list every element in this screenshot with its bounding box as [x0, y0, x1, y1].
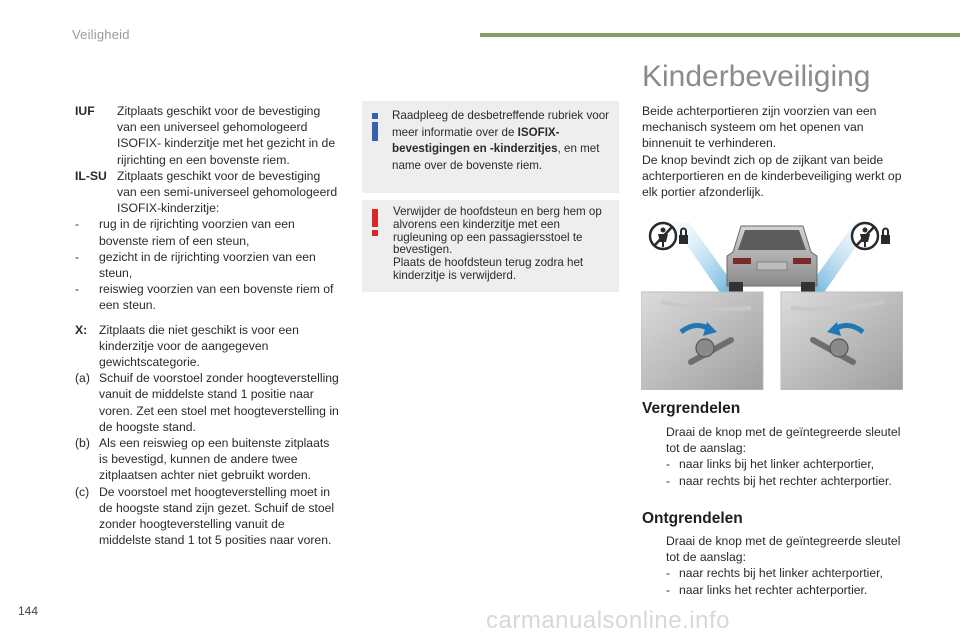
lock-instructions	[642, 424, 904, 489]
isofix-legend-column	[75, 103, 340, 548]
info-icon	[370, 113, 380, 141]
list-item: Draai de knop met de geïntegreerde sleutel tot de aanslag:	[642, 533, 904, 565]
legend-ilsu	[75, 168, 340, 217]
child-lock-illustration	[641, 212, 903, 390]
bullet-icon	[642, 424, 666, 456]
list-item: - naar links bij het linker achterportier,	[666, 457, 875, 472]
info-link-text: ISOFIX-bevestigingen en -kinderzitjes	[392, 125, 560, 155]
warning-text: Verwijder de hoofdsteun en berg hem op alvorens een kinderzitje met een rugleuning op een passagiersstoel te bevestigen. Plaats de hoofdsteun terug zodra het kinderzitje is verwijderd.	[393, 205, 602, 282]
list-item: - naar rechts bij het linker achterportier,	[666, 566, 883, 581]
list-item: - rug in de rijrichting voorzien van een bovenste riem of een steun,	[75, 217, 295, 248]
legend-iuf	[75, 103, 340, 168]
legend-text: Zitplaats die niet geschikt is voor een kinderzitje voor de aangegeven gewichtscategorie.	[99, 322, 299, 370]
header-rule	[480, 33, 960, 37]
page-number: 144	[18, 604, 39, 618]
right-door-panel	[781, 292, 903, 390]
note-b: (b) Als een reiswieg op een buitenste zitplaats is bevestigd, kunnen de andere twee zitplaatsen achter niet gebruikt worden.	[75, 436, 330, 483]
legend-x	[75, 322, 340, 371]
note-a: (a) Schuif de voorstoel zonder hoogteverstelling vanuit de middelste stand 1 positie naar voren. Zet een stoel met hoogteverstelling in de hoogste stand.	[75, 371, 339, 434]
list-item: - naar links het rechter achterportier.	[666, 582, 868, 597]
info-box	[362, 101, 619, 193]
note-c: (c) De voorstoel met hoogteverstelling moet in de hoogste stand zijn gezet. Schuif de stoel zonder hoogteverstelling vanuit de middelste stand 1 tot 5 posities naar voren.	[75, 484, 335, 548]
intro-text: Beide achterportieren zijn voorzien van een mechanisch systeem om het openen van binnenuit te verhinderen. De knop bevindt zich op de zijkant van beide achterportieren en de kinderbeveiliging werkt op elk portier afzonderlijk.	[642, 104, 902, 200]
car-rear-view	[727, 226, 817, 292]
unlock-instructions	[642, 533, 904, 598]
legend-text: Zitplaats geschikt voor de bevestiging van een universeel gehomologeerd ISOFIX- kinderzitje met het gezicht in de rijrichting en een bovenste riem.	[117, 104, 336, 167]
page-title: Kinderbeveiliging	[642, 60, 871, 93]
legend-label: IUF	[75, 104, 95, 118]
legend-label: IL-SU	[75, 168, 107, 183]
section-header: Veiligheid	[72, 27, 130, 42]
warning-box	[362, 200, 619, 292]
left-door-panel	[641, 292, 763, 390]
lock-heading: Vergrendelen	[642, 400, 741, 417]
list-item: - naar rechts bij het rechter achterportier.	[666, 473, 892, 488]
legend-label: X:	[75, 322, 88, 337]
list-item: Draai de knop met de geïntegreerde sleutel tot de aanslag:	[642, 424, 904, 456]
unlock-heading: Ontgrendelen	[642, 510, 743, 527]
child-lock-icon	[852, 223, 890, 249]
watermark: carmanualsonline.info	[486, 607, 730, 634]
bullet-icon	[642, 533, 666, 565]
list-item: - reiswieg voorzien van een bovenste riem of een steun.	[75, 282, 334, 313]
legend-text: Zitplaats geschikt voor de bevestiging van een semi-universeel gehomologeerd ISOFIX-kinderzitje:	[117, 168, 338, 216]
list-item: - gezicht in de rijrichting voorzien van een steun,	[75, 249, 316, 281]
info-text: Raadpleeg de desbetreffende rubriek voor meer informatie over de ISOFIX-bevestigingen en -kinderzitjes, en met name over de bovenste riem.	[392, 109, 609, 172]
warning-icon	[370, 209, 380, 237]
